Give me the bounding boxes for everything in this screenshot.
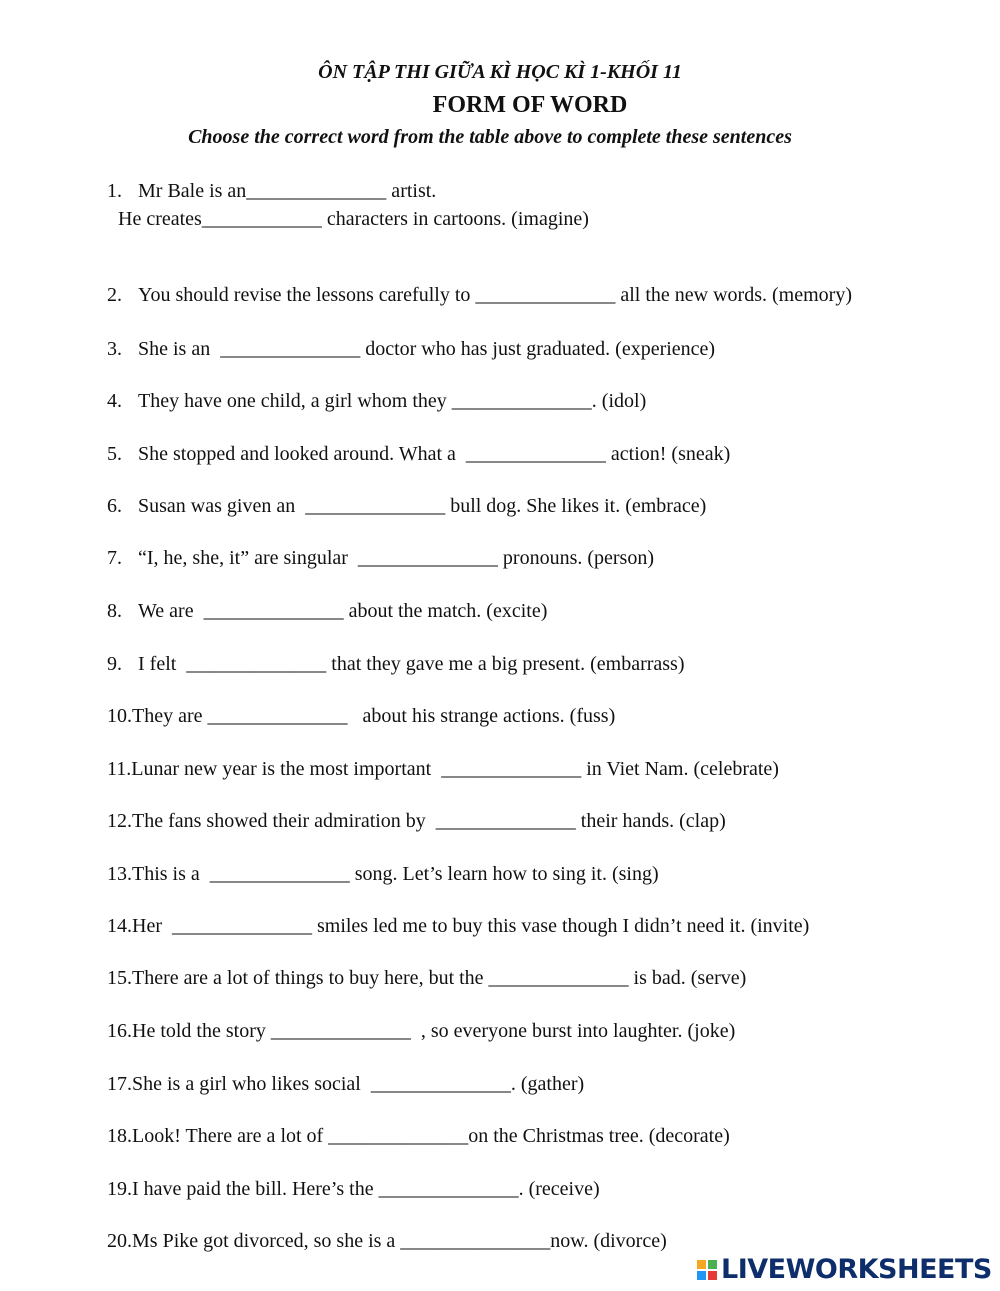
question-number: 14.: [107, 915, 132, 937]
question-number: 17.: [107, 1073, 132, 1095]
question-text: Susan was given an ______________ bull dog. She likes it. (embrace): [138, 495, 707, 517]
question-text: You should revise the lessons carefully to ______________ all the new words. (memory): [138, 284, 852, 306]
question-text: They are ______________ about his strange actions. (fuss): [132, 705, 616, 727]
question-number: 7.: [107, 547, 122, 569]
question-number: 18.: [107, 1125, 132, 1147]
question-text: Her ______________ smiles led me to buy this vase though I didn’t need it. (invite): [132, 915, 810, 937]
question-text: Lunar new year is the most important ______________ in Viet Nam. (celebrate): [131, 758, 779, 780]
logo-block-red: [708, 1271, 717, 1280]
question-number: 15.: [107, 967, 132, 989]
question-number: 1.: [107, 180, 122, 202]
question-text: “I, he, she, it” are singular ______________ pronouns. (person): [138, 547, 654, 569]
question-number: 11.: [107, 758, 132, 780]
question-number: 2.: [107, 284, 122, 306]
question-text: She is an ______________ doctor who has just graduated. (experience): [138, 338, 716, 360]
question-number: 20.: [107, 1230, 132, 1252]
instruction-text: Choose the correct word from the table above to complete these sentences: [188, 126, 792, 148]
question-text: I have paid the bill. Here’s the ______________. (receive): [132, 1178, 600, 1200]
question-number: 13.: [107, 863, 132, 885]
question-text: Mr Bale is an______________ artist.: [138, 180, 437, 202]
logo-blocks-icon: [697, 1260, 717, 1280]
question-number: 10.: [107, 705, 132, 727]
question-number: 5.: [107, 443, 122, 465]
question-text: She is a girl who likes social ______________. (gather): [132, 1073, 585, 1095]
question-text: This is a ______________ song. Let’s learn how to sing it. (sing): [132, 863, 659, 885]
question-text: There are a lot of things to buy here, but the ______________ is bad. (serve): [132, 967, 747, 989]
question-number: 4.: [107, 390, 122, 412]
question-number: 16.: [107, 1020, 132, 1042]
question-number: 6.: [107, 495, 122, 517]
logo-text: LIVEWORKSHEETS: [721, 1254, 992, 1285]
logo-block-green: [708, 1260, 717, 1269]
question-text: He told the story ______________ , so everyone burst into laughter. (joke): [132, 1020, 736, 1042]
question-text: Ms Pike got divorced, so she is a _______________now. (divorce): [132, 1230, 667, 1252]
question-continuation: He creates____________ characters in cartoons. (imagine): [118, 208, 589, 230]
question-number: 9.: [107, 653, 122, 675]
question-number: 3.: [107, 338, 122, 360]
question-number: 19.: [107, 1178, 132, 1200]
question-text: Look! There are a lot of ______________on the Christmas tree. (decorate): [132, 1125, 730, 1147]
question-item: [87, 1205, 667, 1277]
logo-block-orange: [697, 1260, 706, 1269]
exam-title: ÔN TẬP THI GIỮA KÌ HỌC KÌ 1-KHỐI 11: [318, 61, 682, 83]
question-text: She stopped and looked around. What a ______________ action! (sneak): [138, 443, 731, 465]
question-number: 12.: [107, 810, 132, 832]
subject-title: FORM OF WORD: [432, 92, 628, 118]
question-text: The fans showed their admiration by ______________ their hands. (clap): [132, 810, 726, 832]
question-text: They have one child, a girl whom they ______________. (idol): [138, 390, 647, 412]
question-number: 8.: [107, 600, 122, 622]
question-text: I felt ______________ that they gave me a big present. (embarrass): [138, 653, 685, 675]
logo-block-blue: [697, 1271, 706, 1280]
question-text: We are ______________ about the match. (excite): [138, 600, 548, 622]
liveworksheets-logo: [697, 1255, 992, 1285]
